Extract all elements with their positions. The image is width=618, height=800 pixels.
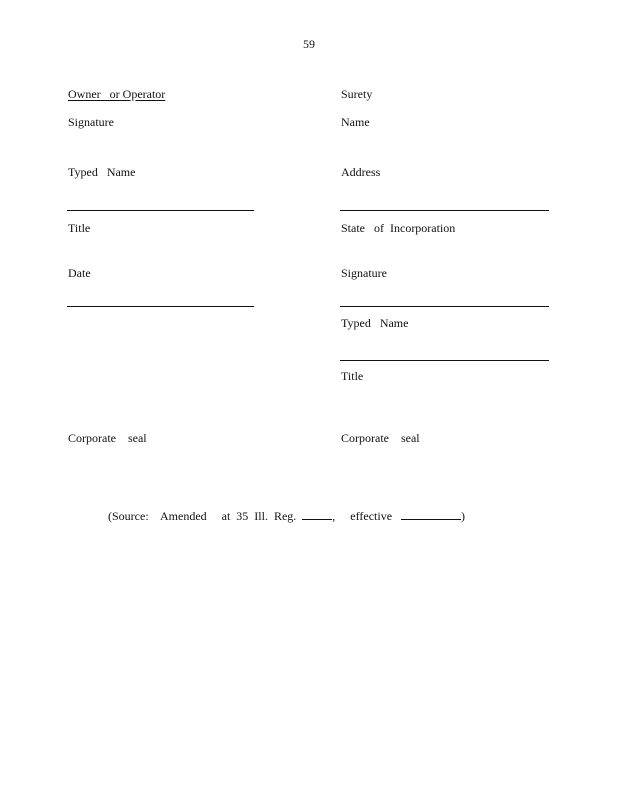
owner-date-label: Date <box>68 266 91 280</box>
source-note <box>108 509 465 522</box>
surety-address-label: Address <box>341 165 381 179</box>
owner-title-label: Title <box>68 221 91 235</box>
owner-corporate-seal-label: Corporate seal <box>68 431 147 445</box>
owner-signature-label: Signature <box>68 115 114 129</box>
surety-signature-label: Signature <box>341 266 387 280</box>
surety-typed-name-label: Typed Name <box>341 316 409 330</box>
page-number: 59 <box>303 37 315 51</box>
surety-name-label: Name <box>341 115 370 129</box>
effective-date-blank <box>401 509 461 520</box>
owner-typed-name-label: Typed Name <box>68 165 136 179</box>
source-note-prefix: (Source: Amended at 35 Ill. Reg. <box>108 509 303 523</box>
surety-typed-name-line <box>340 360 549 361</box>
surety-state-of-incorporation-label: State of Incorporation <box>341 221 456 235</box>
surety-heading: Surety <box>341 87 373 101</box>
source-note-suffix: ) <box>461 509 466 523</box>
source-note-middle: , effective <box>332 509 402 523</box>
surety-signature-line <box>340 306 549 307</box>
register-number-blank <box>302 509 332 520</box>
surety-title-label: Title <box>341 369 364 383</box>
surety-address-line <box>340 210 549 211</box>
owner-operator-heading: Owner or Operator <box>68 87 166 101</box>
owner-typed-name-line <box>67 210 254 211</box>
surety-corporate-seal-label: Corporate seal <box>341 431 420 445</box>
owner-date-line <box>67 306 254 307</box>
